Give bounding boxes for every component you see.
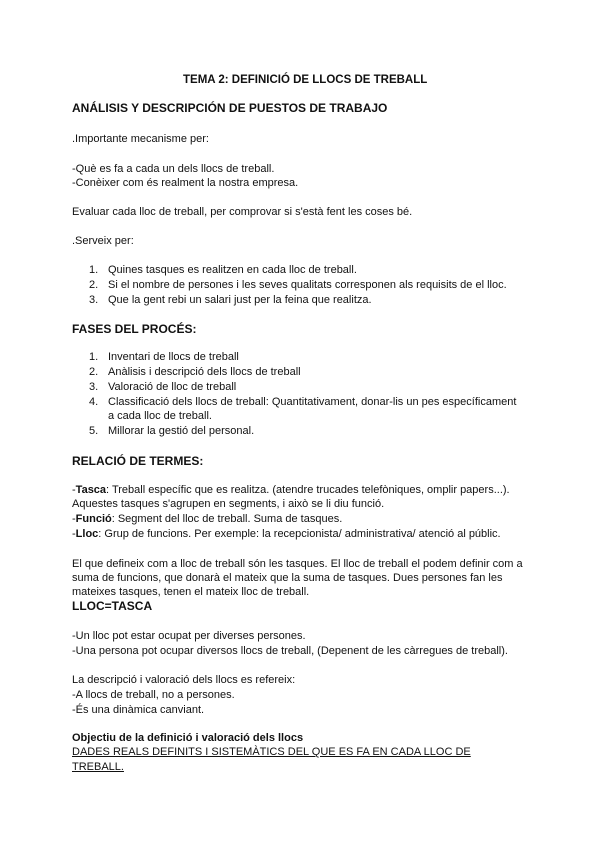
section-heading-relacio: RELACIÓ DE TERMES: — [72, 454, 204, 468]
list-number: 5. — [89, 425, 99, 437]
occupancy-item: -Una persona pot ocupar diversos llocs de treball, (Depenent de les càrregues de treball). — [72, 645, 508, 657]
descripcio-item: -És una dinàmica canviant. — [72, 704, 205, 716]
list-item: Millorar la gestió del personal. — [108, 425, 255, 437]
section-heading-fases: FASES DEL PROCÉS: — [72, 322, 197, 336]
paragraph-line: suma de funcions, que donarà el mateix que la suma de tasques. Dues persones fan les — [72, 572, 503, 584]
serveix-text: .Serveix per: — [72, 235, 134, 247]
list-item: Valoració de lloc de treball — [108, 381, 237, 393]
term-funcio — [72, 512, 342, 526]
list-item: Que la gent rebi un salari just per la feina que realitza. — [108, 294, 372, 306]
term-definition: : Treball específic que es realitza. (atendre trucades telefòniques, omplir papers...). — [106, 484, 510, 496]
term-lloc — [72, 527, 501, 541]
list-item: Inventari de llocs de treball — [108, 351, 239, 363]
list-item: Si el nombre de persones i les seves qualitats corresponen als requisits de el lloc. — [108, 279, 507, 291]
list-number: 1. — [89, 264, 99, 276]
list-item: Anàlisis i descripció dels llocs de treball — [108, 366, 301, 378]
term-dash: - — [72, 484, 76, 496]
page-title: TEMA 2: DEFINICIÓ DE LLOCS DE TREBALL — [183, 74, 428, 86]
objectiu-line: DADES REALS DEFINITS I SISTEMÀTICS DEL QUE ES FA EN CADA LLOC DE — [72, 746, 471, 758]
term-continuation: Aquestes tasques s'agrupen en segments, i això se li diu funció. — [72, 498, 385, 510]
objectiu-line: TREBALL. — [72, 761, 124, 773]
term-label: Lloc — [75, 528, 99, 540]
occupancy-item: -Un lloc pot estar ocupat per diverses persones. — [72, 630, 306, 642]
list-number: 2. — [89, 279, 99, 291]
term-definition: : Segment del lloc de treball. Suma de tasques. — [111, 513, 343, 525]
list-number: 3. — [89, 294, 99, 306]
list-item: Classificació dels llocs de treball: Quantitativament, donar-lis un pes específicament — [108, 396, 517, 408]
term-label: Tasca — [75, 484, 107, 496]
list-number: 3. — [89, 381, 99, 393]
intro-item: -Què es fa a cada un dels llocs de treball. — [72, 163, 275, 175]
intro-text: .Importante mecanisme per: — [72, 133, 209, 145]
intro-item: -Conèixer com és realment la nostra empresa. — [72, 177, 299, 189]
list-item-continuation: a cada lloc de treball. — [108, 410, 212, 422]
term-dash: - — [72, 528, 76, 540]
paragraph-line: mateixes tasques, tenen el mateix lloc de treball. — [72, 586, 310, 598]
term-definition: : Grup de funcions. Per exemple: la recepcionista/ administrativa/ atenció al públic. — [98, 528, 501, 540]
list-number: 1. — [89, 351, 99, 363]
equation: LLOC=TASCA — [72, 599, 153, 613]
descripcio-item: -A llocs de treball, no a persones. — [72, 689, 235, 701]
descripcio-text: La descripció i valoració dels llocs es refereix: — [72, 674, 296, 686]
term-tasca — [72, 483, 510, 497]
objectiu-heading: Objectiu de la definició i valoració dels llocs — [72, 732, 304, 744]
section-heading-analisis: ANÁLISIS Y DESCRIPCIÓN DE PUESTOS DE TRABAJO — [72, 101, 388, 115]
list-item: Quines tasques es realitzen en cada lloc de treball. — [108, 264, 357, 276]
list-number: 4. — [89, 396, 99, 408]
term-label: Funció — [75, 513, 112, 525]
term-dash: - — [72, 513, 76, 525]
paragraph-line: El que defineix com a lloc de treball són les tasques. El lloc de treball el podem definir com a — [72, 558, 523, 570]
list-number: 2. — [89, 366, 99, 378]
evaluate-text: Evaluar cada lloc de treball, per comprovar si s'està fent les coses bé. — [72, 206, 413, 218]
